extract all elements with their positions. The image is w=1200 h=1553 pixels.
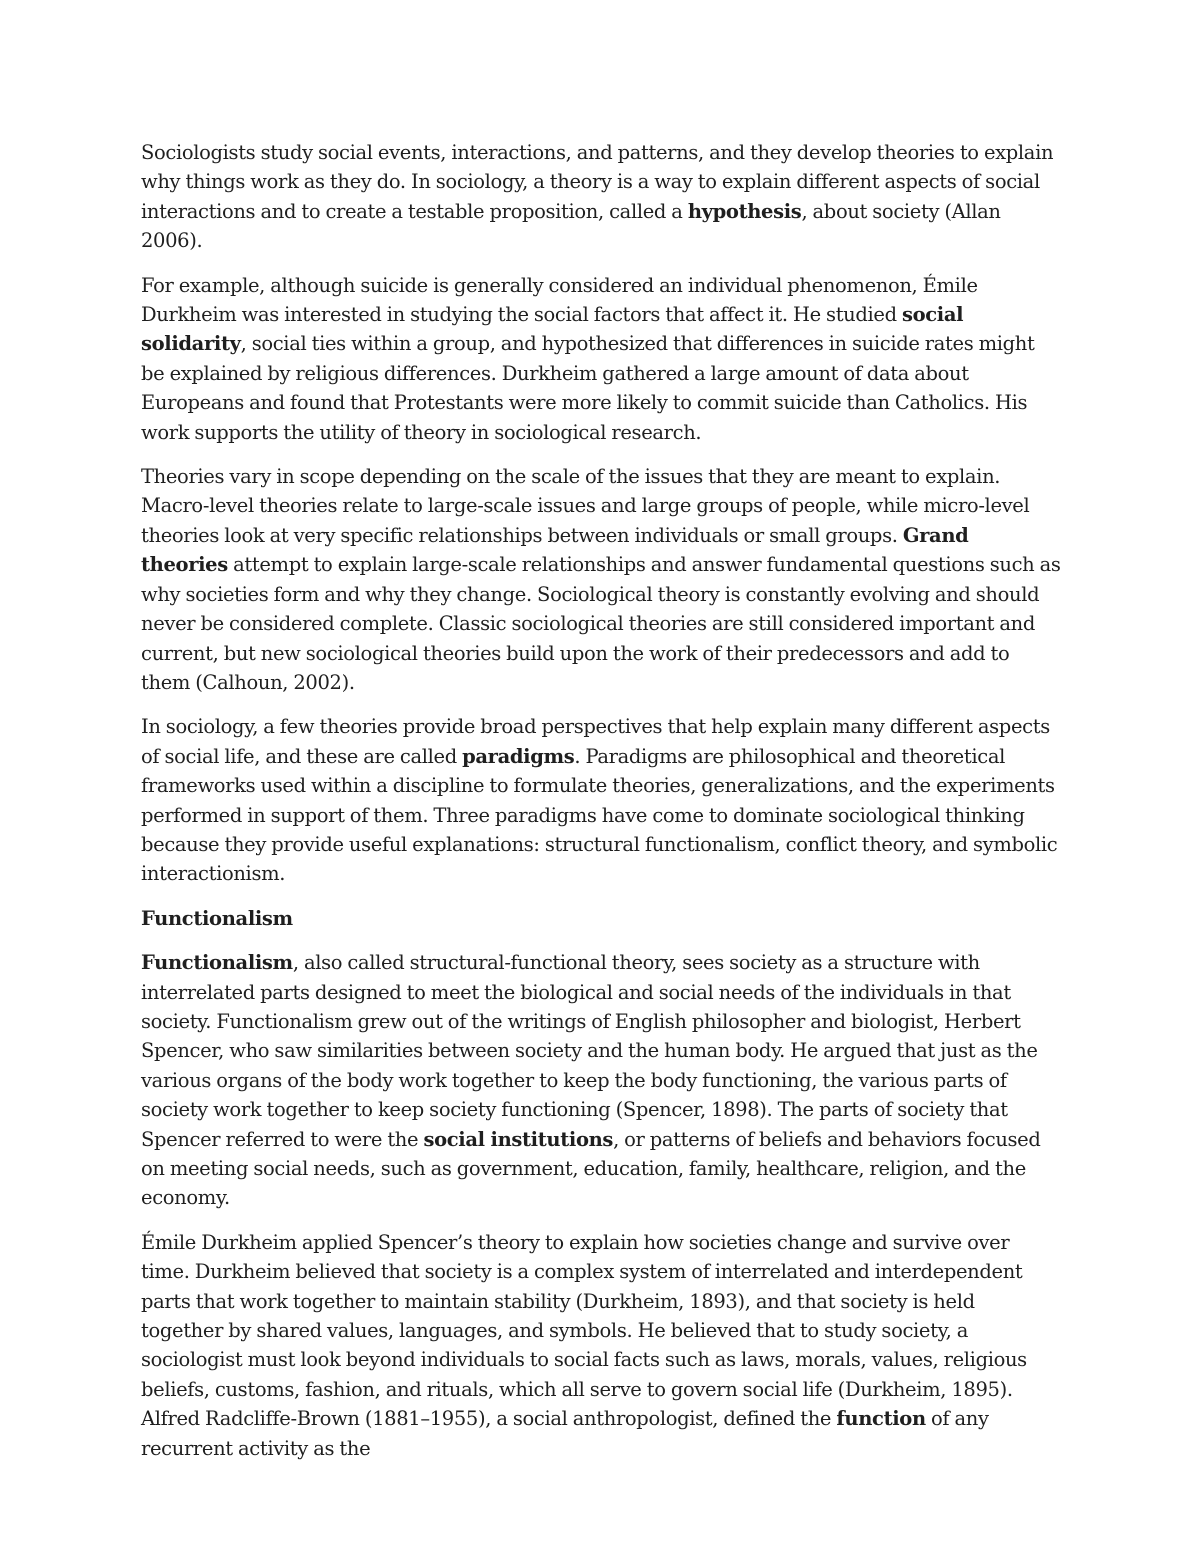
- paragraph-text: For example, although suicide is generally considered an individual phenomenon, Émile Durkheim was interested in studying the social factors that affect it. He studied: [141, 273, 978, 327]
- paragraph-text: Émile Durkheim applied Spencer’s theory to explain how societies change and survive over time. Durkheim believed that society is a complex system of interrelated and interdependent parts that work together to maintain stability (Durkheim, 1893), and that society is held together by shared values, languages, and symbols. He believed that to study society, a sociologist must look beyond individuals to social facts such as laws, morals, values, religious beliefs, customs, fashion, and rituals, which all serve to govern social life (Durkheim, 1895). Alfred Radcliffe-Brown (1881–1955), a social anthropologist, defined the: [141, 1230, 1027, 1431]
- paragraph-text: Theories vary in scope depending on the scale of the issues that they are meant to explain. Macro-level theories relate to large-scale issues and large groups of people, while micro-level theories look at very specific relationships between individuals or small groups.: [141, 465, 1030, 547]
- paragraph-text: , social ties within a group, and hypothesized that differences in suicide rates might be explained by religious differences. Durkheim gathered a large amount of data about Europeans and found that Protestants were more likely to commit suicide than Catholics. His work supports the utility of theory in sociological research.: [141, 332, 1035, 444]
- term-hypothesis: hypothesis: [687, 199, 802, 223]
- term-paradigms: paradigms: [462, 744, 575, 768]
- term-social-institutions: social institutions: [423, 1127, 614, 1151]
- paragraph-durkheim-suicide: [141, 271, 1061, 447]
- paragraph-durkheim-spencer: [141, 1228, 1061, 1463]
- paragraph-paradigms: [141, 712, 1061, 888]
- term-function: function: [836, 1407, 926, 1431]
- term-grand-theories: Grand theories: [141, 523, 969, 577]
- paragraph-text: Sociologists study social events, interactions, and patterns, and they develop theories to explain why things work as they do. In sociology, a theory is a way to explain different aspects of social interactions and to create a testable proposition, called a: [141, 141, 1054, 223]
- paragraph-text: of any recurrent activity as the: [141, 1407, 989, 1460]
- paragraph-functionalism: [141, 948, 1061, 1213]
- paragraph-text: , or patterns of beliefs and behaviors focused on meeting social needs, such as government, education, family, healthcare, religion, and the economy.: [141, 1127, 1041, 1210]
- paragraph-text: In sociology, a few theories provide broad perspectives that help explain many different aspects of social life, and these are called: [141, 715, 1050, 768]
- paragraph-theories-intro: [141, 138, 1061, 256]
- term-social-solidarity: social solidarity: [141, 303, 964, 356]
- paragraph-theory-scope: [141, 462, 1061, 697]
- paragraph-text: , about society (Allan 2006).: [141, 199, 1001, 253]
- term-functionalism: Functionalism: [141, 951, 293, 975]
- section-heading-functionalism: Functionalism: [141, 906, 293, 930]
- paragraph-text: , also called structural-functional theory, sees society as a structure with interrelated parts designed to meet the biological and social needs of the individuals in that society. Functionalism grew out of the writings of English philosopher and biologist, Herbert Spencer, who saw similarities between society and the human body. He argued that just as the various organs of the body work together to keep the body functioning, the various parts of society work together to keep society functioning (Spencer, 1898). The parts of society that Spencer referred to were the: [141, 951, 1038, 1151]
- paragraph-text: attempt to explain large-scale relationships and answer fundamental questions such as why societies form and why they change. Sociological theory is constantly evolving and should never be considered complete. Classic sociological theories are still considered important and current, but new sociological theories build upon the work of their predecessors and add to them (Calhoun, 2002).: [141, 553, 1061, 694]
- document-page: [141, 138, 1061, 1478]
- paragraph-text: . Paradigms are philosophical and theoretical frameworks used within a discipline to formulate theories, generalizations, and the experiments performed in support of them. Three paradigms have come to dominate sociological thinking because they provide useful explanations: structural functionalism, conflict theory, and symbolic interactionism.: [141, 744, 1058, 886]
